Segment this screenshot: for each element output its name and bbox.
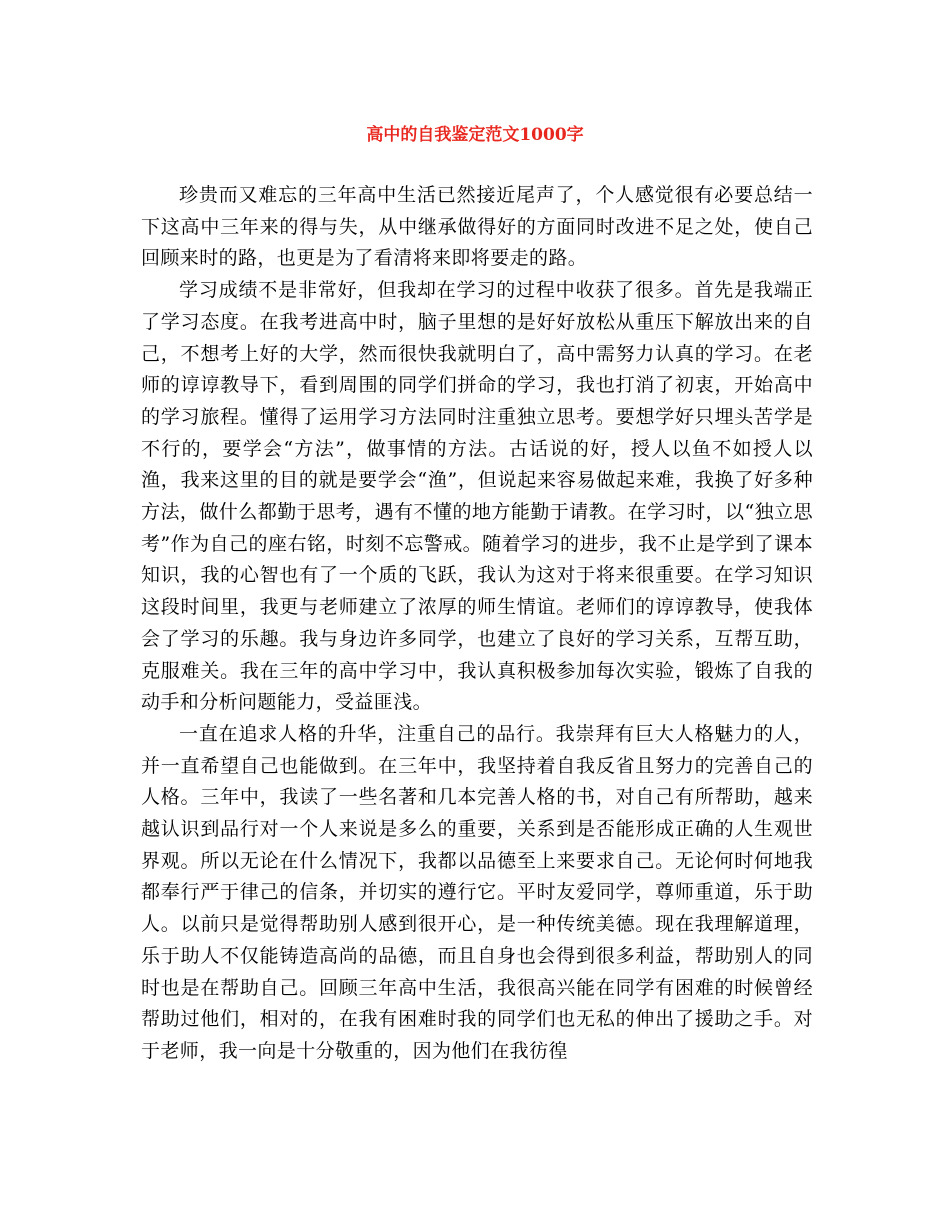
paragraph-2: 学习成绩不是非常好，但我却在学习的过程中收获了很多。首先是我端正了学习态度。在我考进高中时，脑子里想的是好好放松从重压下解放出来的自己，不想考上好的大学，然而很快我就明白了，高中需努力认真的学习。在老师的谆谆教导下，看到周围的同学们拼命的学习，我也打消了初衷，开始高中的学习旅程。懂得了运用学习方法同时注重独立思考。要想学好只埋头苦学是不行的，要学会“方法”，做事情的方法。古话说的好，授人以鱼不如授人以渔，我来这里的目的就是要学会“渔”，但说起来容易做起来难，我换了好多种方法，做什么都勤于思考，遇有不懂的地方能勤于请教。在学习时，以“独立思考”作为自己的座右铭，时刻不忘警戒。随着学习的进步，我不止是学到了课本知识，我的心智也有了一个质的飞跃，我认为这对于将来很重要。在学习知识这段时间里，我更与老师建立了浓厚的师生情谊。老师们的谆谆教导，使我体会了学习的乐趣。我与身边许多同学，也建立了良好的学习关系，互帮互助，克服难关。我在三年的高中学习中，我认真积极参加每次实验，锻炼了自我的动手和分析问题能力，受益匪浅。 [141,279,813,714]
paragraph-3: 一直在追求人格的升华，注重自己的品行。我崇拜有巨大人格魅力的人，并一直希望自己也能做到。在三年中，我坚持着自我反省且努力的完善自己的人格。三年中，我读了一些名著和几本完善人格的书，对自己有所帮助，越来越认识到品行对一个人来说是多么的重要，关系到是否能形成正确的人生观世界观。所以无论在什么情况下，我都以品德至上来要求自己。无论何时何地我都奉行严于律己的信条，并切实的遵行它。平时友爱同学，尊师重道，乐于助人。以前只是觉得帮助别人感到很开心，是一种传统美德。现在我理解道理，乐于助人不仅能铸造高尚的品德，而且自身也会得到很多利益，帮助别人的同时也是在帮助自己。回顾三年高中生活，我很高兴能在同学有困难的时候曾经帮助过他们，相对的，在我有困难时我的同学们也无私的伸出了援助之手。对于老师，我一向是十分敬重的，因为他们在我彷徨 [141,722,813,1062]
document-body [141,180,813,1068]
document-title: 高中的自我鉴定范文1000字 [366,125,584,145]
paragraph-1: 珍贵而又难忘的三年高中生活已然接近尾声了，个人感觉很有必要总结一下这高中三年来的得与失，从中继承做得好的方面同时改进不足之处，使自己回顾来时的路，也更是为了看清将来即将要走的路。 [141,184,813,270]
